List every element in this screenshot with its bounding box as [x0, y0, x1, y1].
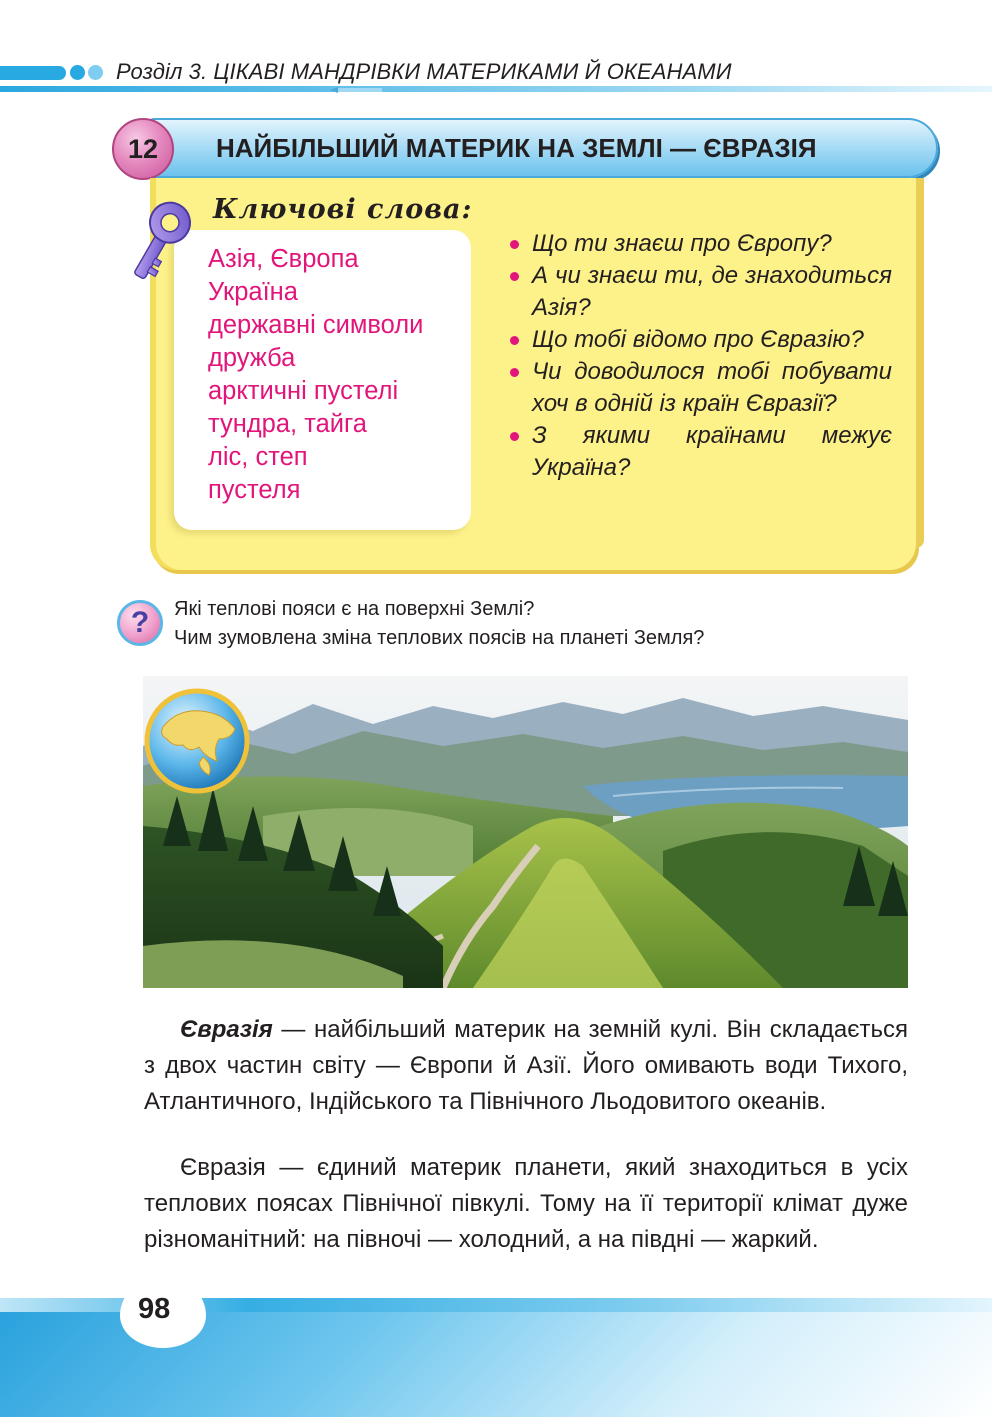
- keyword-item: ліс, степ: [208, 443, 308, 471]
- paragraph-eurasia-intro: [144, 1012, 908, 1120]
- keyword-item: дружба: [208, 344, 296, 372]
- key-icon: [112, 198, 208, 282]
- question-item: Чи доводилося тобі побувати хоч в одній із країн Євразії?: [508, 356, 892, 420]
- globe-icon: [143, 687, 251, 795]
- section-header: [0, 58, 992, 94]
- keyword-item: державні символи: [208, 311, 424, 339]
- question-item: Що тобі відомо про Євразію?: [508, 324, 892, 356]
- paragraph-text: — найбільший материк на земній кулі. Він складається з двох частин світу — Європи й Азії. Його омивають води Тихого, Атлантичного, Індійського та Північного Льодовитого океанів.: [144, 1016, 908, 1115]
- keywords-heading: Ключові слова:: [213, 194, 473, 225]
- keyword-item: пустеля: [208, 476, 301, 504]
- prompt-question: Чим зумовлена зміна теплових поясів на планеті Земля?: [174, 627, 705, 649]
- panel-shadow: [916, 178, 924, 548]
- warmup-questions: [508, 228, 892, 484]
- header-bar: [0, 66, 66, 80]
- keyword-item: Азія, Європа: [208, 245, 359, 273]
- keyword-item: арктичні пустелі: [208, 377, 399, 405]
- question-item: З якими країнами межує Україна?: [508, 420, 892, 484]
- keyword-item: Україна: [208, 278, 298, 306]
- header-dot: [88, 65, 103, 80]
- header-underline: [0, 86, 992, 92]
- pencil-decoration-icon: [330, 86, 390, 94]
- section-title: Розділ 3. ЦІКАВІ МАНДРІВКИ МАТЕРИКАМИ Й ОКЕАНАМИ: [116, 59, 732, 84]
- mountain-landscape-photo: [143, 676, 908, 988]
- paragraph-eurasia-climate: Євразія — єдиний материк планети, який знаходиться в усіх теплових поясах Північної півкулі. Тому на її території клімат дуже різноманітний: на півночі — холодний, а на півдні — жаркий.: [144, 1154, 908, 1253]
- header-dot: [70, 65, 85, 80]
- question-item: Що ти знаєш про Європу?: [508, 228, 892, 260]
- lesson-title: НАЙБІЛЬШИЙ МАТЕРИК НА ЗЕМЛІ — ЄВРАЗІЯ: [216, 133, 817, 163]
- keyword-item: тундра, тайга: [208, 410, 367, 438]
- lesson-number-badge: 12: [112, 118, 174, 180]
- term-eurasia: Євразія: [180, 1016, 273, 1043]
- question-item: А чи знаєш ти, де знаходиться Азія?: [508, 260, 892, 324]
- question-mark-icon: ?: [117, 600, 163, 646]
- page-number: 98: [138, 1293, 171, 1325]
- prompt-question: Які теплові пояси є на поверхні Землі?: [174, 598, 535, 620]
